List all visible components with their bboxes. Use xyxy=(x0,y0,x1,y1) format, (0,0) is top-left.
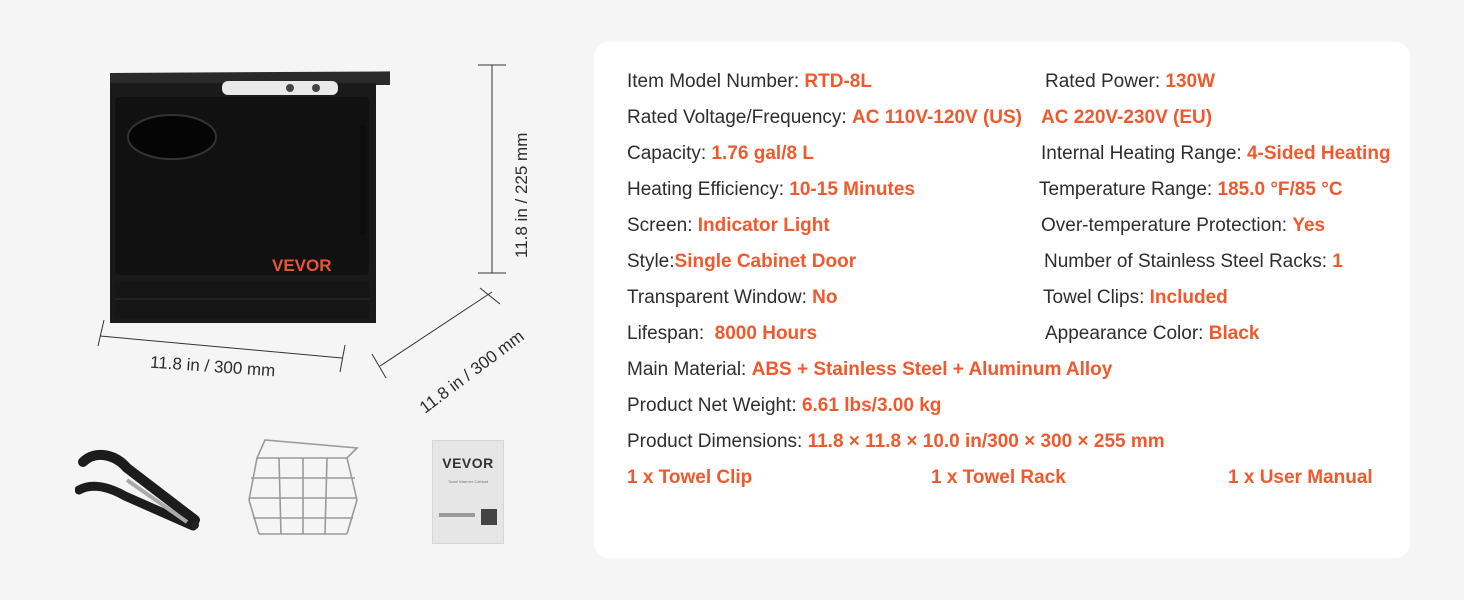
width-dimension: 11.8 in / 300 mm xyxy=(149,352,276,381)
spec-model: Item Model Number: RTD-8L xyxy=(627,71,872,92)
qr-code-icon xyxy=(481,509,497,525)
cabinet-brand-logo: VEVOR xyxy=(272,256,332,275)
spec-material: Main Material: ABS + Stainless Steel + Aluminum Alloy xyxy=(627,359,1113,380)
spec-lifespan: Lifespan: 8000 Hours xyxy=(627,323,818,344)
spec-color: Appearance Color: Black xyxy=(1045,323,1260,344)
spec-heating-range: Internal Heating Range: 4-Sided Heating xyxy=(1041,143,1391,164)
manual-icon xyxy=(432,440,504,544)
spec-power: Rated Power: 130W xyxy=(1045,71,1216,92)
manual-text-line xyxy=(439,513,475,517)
package-item-rack: 1 x Towel Rack xyxy=(931,467,1066,488)
spec-style: Style:Single Cabinet Door xyxy=(627,251,857,272)
tongs-icon xyxy=(75,448,205,533)
product-panel xyxy=(0,0,590,600)
spec-screen: Screen: Indicator Light xyxy=(627,215,830,236)
spec-weight: Product Net Weight: 6.61 lbs/3.00 kg xyxy=(627,395,942,416)
height-dimension: 11.8 in / 225 mm xyxy=(512,132,531,258)
spec-racks: Number of Stainless Steel Racks: 1 xyxy=(1044,251,1343,272)
manual-brand: VEVOR xyxy=(442,455,494,471)
spec-voltage-eu: AC 220V-230V (EU) xyxy=(1041,107,1213,128)
manual-subtitle: Towel Warmer Cabinet xyxy=(447,479,489,484)
spec-dimensions: Product Dimensions: 11.8 × 11.8 × 10.0 in/300 × 300 × 255 mm xyxy=(627,431,1165,452)
spec-temp-range: Temperature Range: 185.0 °F/85 °C xyxy=(1039,179,1343,200)
rack-icon xyxy=(243,438,363,542)
depth-dimension: 11.8 in / 300 mm xyxy=(416,326,528,418)
spec-efficiency: Heating Efficiency: 10-15 Minutes xyxy=(627,179,915,200)
package-item-manual: 1 x User Manual xyxy=(1228,467,1373,488)
spec-overtemp: Over-temperature Protection: Yes xyxy=(1041,215,1326,236)
spec-capacity: Capacity: 1.76 gal/8 L xyxy=(627,143,814,164)
spec-voltage: Rated Voltage/Frequency: AC 110V-120V (US) xyxy=(627,107,1023,128)
spec-window: Transparent Window: No xyxy=(627,287,838,308)
package-item-clip: 1 x Towel Clip xyxy=(627,467,753,488)
spec-clips: Towel Clips: Included xyxy=(1043,287,1228,308)
